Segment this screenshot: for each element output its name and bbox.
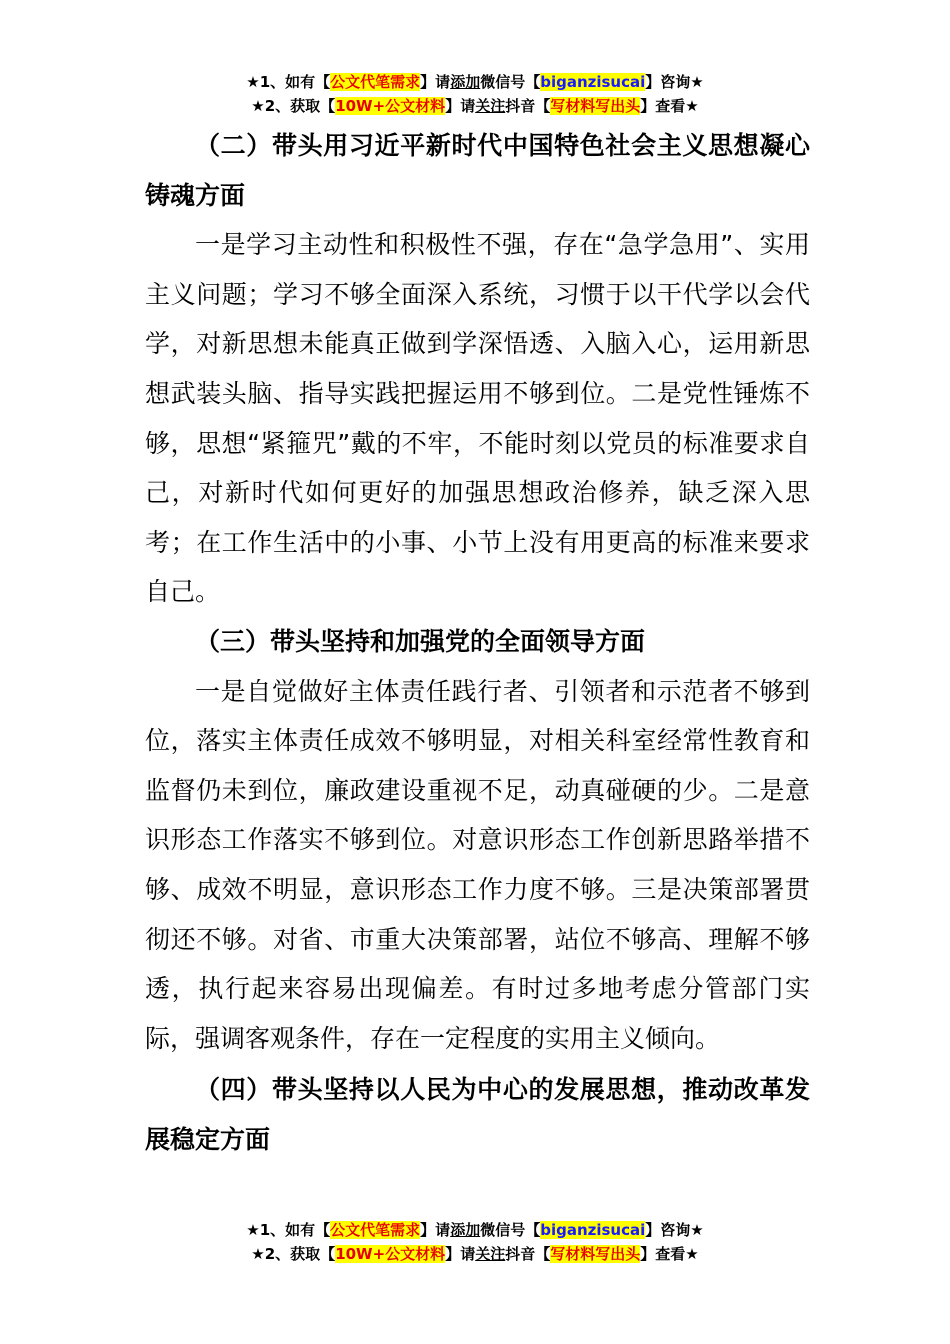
section-heading-2: （二）带头用习近平新时代中国特色社会主义思想凝心铸魂方面 [145,131,810,210]
wechat-id: biganzisucai [540,1221,646,1239]
douyin-account: 写材料写出头 [550,1245,641,1263]
section-paragraph-3: 一是自觉做好主体责任践行者、引领者和示范者不够到位，落实主体责任成效不够明显，对相关科室经常性教育和监督仍未到位，廉政建设重视不足，动真碰硬的少。二是意识形态工作落实不够到位。对意识形态工作创新思路举措不够、成效不明显，意识形态工作力度不够。三是决策部署贯彻还不够。对省、市重大决策部署，站位不够高、理解不够透，执行起来容易出现偏差。有时过多地考虑分管部门实际，强调客观条件，存在一定程度的实用主义倾向。 [145,676,810,1053]
highlight-ghostwriting: 公文代笔需求 [330,1221,421,1239]
section-heading-3: （三）带头坚持和加强党的全面领导方面 [195,626,646,656]
section-heading-4: （四）带头坚持以人民为中心的发展思想，推动改革发展稳定方面 [145,1075,810,1154]
highlight-materials: 10W+公文材料 [335,1245,446,1263]
banner-line-1: ★1、如有【公文代笔需求】请添加微信号【biganzisucai】咨询★ [246,73,704,91]
banner-line-1: ★1、如有【公文代笔需求】请添加微信号【biganzisucai】咨询★ [246,1221,704,1239]
banner-line-2: ★2、获取【10W+公文材料】请关注抖音【写材料写出头】查看★ [251,97,699,115]
footer-banner [0,1218,950,1266]
header-banner [0,70,950,118]
wechat-id: biganzisucai [540,73,646,91]
highlight-ghostwriting: 公文代笔需求 [330,73,421,91]
banner-line-2: ★2、获取【10W+公文材料】请关注抖音【写材料写出头】查看★ [251,1245,699,1263]
highlight-materials: 10W+公文材料 [335,97,446,115]
document-body [145,121,810,1164]
douyin-account: 写材料写出头 [550,97,641,115]
section-paragraph-2: 一是学习主动性和积极性不强，存在“急学急用”、实用主义问题；学习不够全面深入系统，习惯于以干代学以会代学，对新思想未能真正做到学深悟透、入脑入心，运用新思想武装头脑、指导实践把握运用不够到位。二是党性锤炼不够，思想“紧箍咒”戴的不牢，不能时刻以党员的标准要求自己，对新时代如何更好的加强思想政治修养，缺乏深入思考；在工作生活中的小事、小节上没有用更高的标准来要求自己。 [145,230,810,607]
